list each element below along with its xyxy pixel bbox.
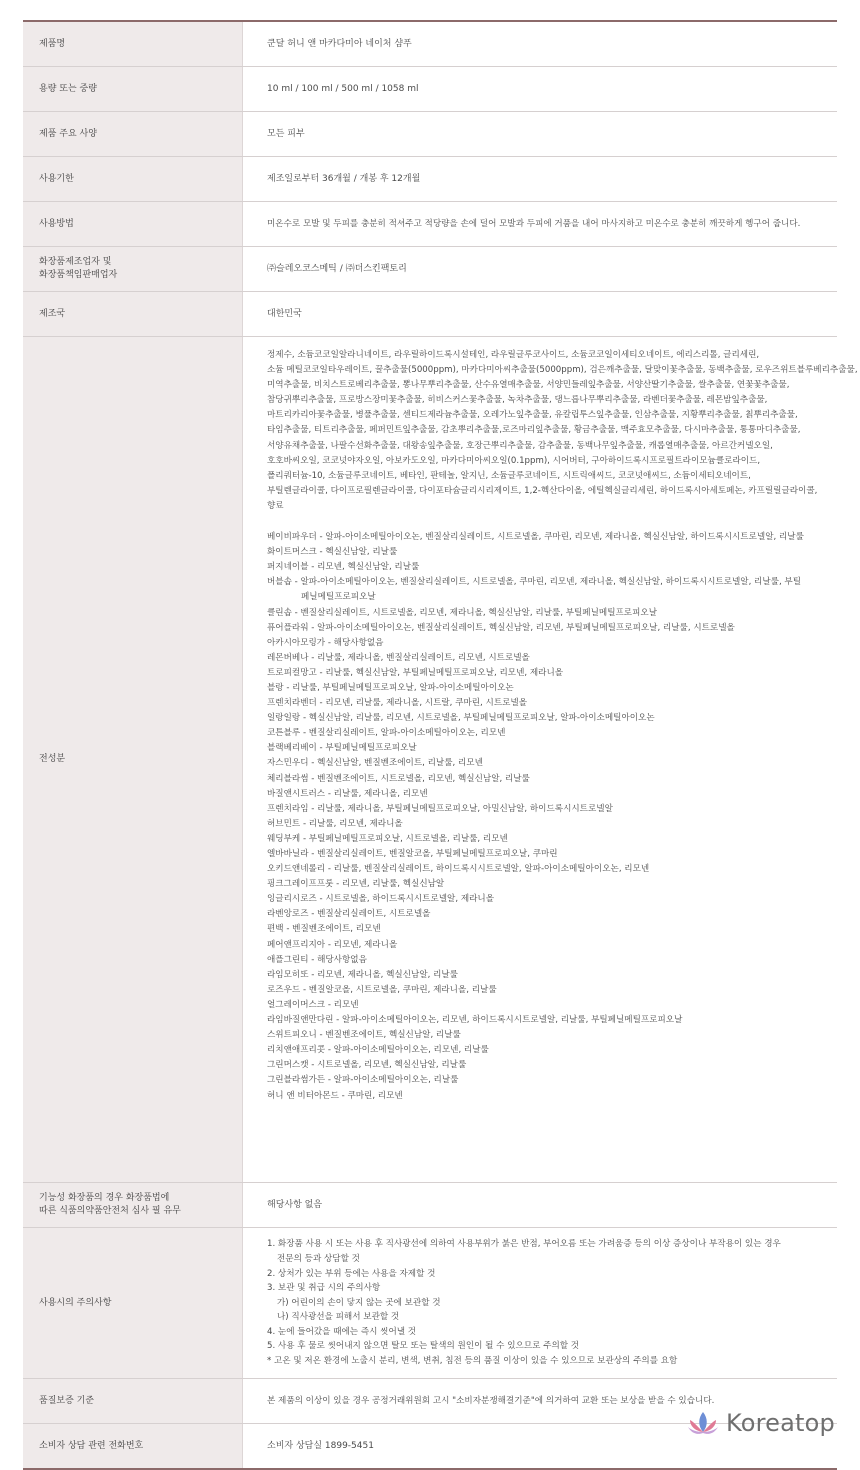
- fragrance-line: 라임바질앤만다린 - 알파-아이소메틸아이오논, 리모넨, 하이드록시시트로넬알, 리날룰, 부틸페닐메틸프로피오날: [267, 1015, 683, 1026]
- row-ingredients: [23, 337, 837, 1183]
- fragrance-line: 스위트피오니 - 벤질벤조에이트, 헥실신남알, 리날룰: [267, 1030, 461, 1041]
- label-quality: 품질보증 기준: [23, 1379, 243, 1424]
- fragrance-line: 페닐메틸프로피오날: [301, 592, 376, 603]
- caution-line: 나) 직사광선을 피해서 보관할 것: [277, 1312, 400, 1323]
- fragrance-line: 블랙베리베이 - 부틸페닐메틸프로피오날: [267, 743, 417, 754]
- fragrance-line: 클린솝 - 벤질살리실레이트, 시트로넬올, 리모넨, 제라니올, 헥실신남알, 리날룰, 부틸페닐메틸프로피오날: [267, 607, 658, 618]
- ingredient-line: 미역추출물, 비치스트로베리추출물, 뽕나무뿌리추출물, 산수유열매추출물, 서양민들레잎추출물, 서양산딸기추출물, 쌀추출물, 연꽃꽃추출물,: [267, 380, 790, 391]
- ingredient-line: 향료: [267, 500, 284, 511]
- fragrance-line: 허니 앤 비터아몬드 - 쿠마린, 리모넨: [267, 1090, 403, 1101]
- caution-list: [267, 1237, 827, 1368]
- value-caution: [243, 1228, 838, 1379]
- fragrance-line: 코튼블루 - 벤질살리실레이트, 알파-아이소메틸아이오논, 리모넨: [267, 728, 506, 739]
- ingredient-line: 호호바씨오일, 코코넛야자오일, 아보카도오일, 마카다미아씨오일(0.1ppm), 시어버터, 구아하이드록시프로필트라이모늄클로라이드,: [267, 455, 761, 466]
- row-expiry: [23, 157, 837, 202]
- label-functional-line2: 따른 식품의약품안전처 심사 필 유무: [39, 1206, 181, 1216]
- fragrance-line: 일랑일랑 - 헥실신남알, 리날룰, 리모넨, 시트로넬올, 부틸페닐메틸프로피오날, 알파-아이소메틸아이오논: [267, 713, 655, 724]
- fragrance-line: 블랑 - 리날룰, 부틸페닐메틸프로피오날, 알파-아이소메틸아이오논: [267, 682, 514, 693]
- ingredient-line: 정제수, 소듐코코일알라니네이트, 라우릴하이드록시설테인, 라우릴글루코사이드, 소듐코코일이세티오네이트, 에리스리톨, 글리세린,: [267, 350, 760, 360]
- ingredient-line: 소듐 메틸코코일타우레이트, 꿀추출물(5000ppm), 마카다미아씨추출물(5000ppm), 검은깨추출물, 달맞이꽃추출물, 동백추출물, 로우즈위트블루베리추출물,: [267, 365, 858, 376]
- ingredient-gap: [267, 514, 827, 530]
- ingredient-line: 참당귀뿌리추출물, 프로방스장미꽃추출물, 히비스커스꽃추출물, 녹차추출물, 댕느릅나무뿌리추출물, 라벤더꽃추출물, 레몬밤잎추출물,: [267, 395, 768, 406]
- fragrance-line: 퍼지네이블 - 리모넨, 헥실신남알, 리날룰: [267, 562, 420, 573]
- fragrance-line: 체리블라썸 - 벤질벤조에이트, 시트로넬올, 리모넨, 헥실신남알, 리날룰: [267, 773, 530, 784]
- fragrance-line: 프렌치라임 - 리날룰, 제라니올, 부틸페닐메틸프로피오날, 아밀신남알, 하이드록시시트로넬알: [267, 803, 613, 814]
- logo-text: Koreatop: [726, 1409, 835, 1437]
- label-ingredients: 전성분: [23, 337, 243, 1183]
- value-country: 대한민국: [243, 292, 838, 337]
- caution-line: 4. 눈에 들어갔을 때에는 즉시 씻어낼 것: [267, 1326, 417, 1337]
- row-manufacturer: [23, 247, 837, 292]
- fragrance-line: 애플그린티 - 해당사항없음: [267, 954, 367, 965]
- ingredient-line: 마트리카리아꽃추출물, 병풀추출물, 센티드제라늄추출물, 오레가노잎추출물, 유칼립투스잎추출물, 인삼추출물, 지황뿌리추출물, 칡뿌리추출물,: [267, 410, 798, 421]
- product-info-table: [23, 20, 858, 1470]
- row-caution: [23, 1228, 837, 1379]
- fragrance-line: 라벤앙로즈 - 벤질살리실레이트, 시트로넬올: [267, 909, 431, 920]
- fragrance-line: 라임모히또 - 리모넨, 제라니올, 헥실신남알, 리날룰: [267, 969, 458, 980]
- fragrance-line: 바질앤시트러스 - 리날룰, 제라니올, 리모넨: [267, 788, 428, 799]
- caution-line: 가) 어린이의 손이 닿지 않는 곳에 보관할 것: [277, 1297, 441, 1308]
- fragrance-line: 웨딩부케 - 부틸페닐메틸프로피오날, 시트로넬올, 리날룰, 리모넨: [267, 833, 508, 844]
- fragrance-line: 오키드앤네롤리 - 리날룰, 벤질살리실레이트, 하이드록시시트로넬알, 알파-아이소메틸아이오논, 리모넨: [267, 864, 650, 875]
- fragrance-allergen-list: [267, 530, 827, 1104]
- value-contact: 소비자 상담실 1899-5451: [267, 1440, 374, 1451]
- value-product-name: 쿤달 허니 앤 마카다미아 네이처 샴푸: [243, 21, 838, 67]
- fragrance-line: 레몬버베나 - 리날룰, 제라니올, 벤질살리실레이트, 리모넨, 시트로넬올: [267, 652, 530, 663]
- caution-line: * 고온 및 저온 환경에 노출시 분리, 변색, 변취, 침전 등의 품질 이상이 있을 수 있으므로 보관상의 주의를 요함: [267, 1356, 678, 1367]
- label-product-name: 제품명: [23, 21, 243, 67]
- label-functional-line1: 기능성 화장품의 경우 화장품법에: [39, 1193, 170, 1203]
- fragrance-line: 그린머스캣 - 시트로넬올, 리모넨, 헥실신남알, 리날룰: [267, 1060, 467, 1071]
- label-skin-type: 제품 주요 사양: [23, 112, 243, 157]
- caution-line: 5. 사용 후 물로 씻어내지 않으면 탈모 또는 탈색의 원인이 될 수 있으므로 주의할 것: [267, 1341, 580, 1352]
- label-contact: 소비자 상담 관련 전화번호: [23, 1424, 243, 1470]
- fragrance-line: 화이트머스크 - 헥실신남알, 리날룰: [267, 547, 398, 558]
- label-functional: [23, 1183, 243, 1228]
- ingredient-line: 부틸렌글라이콜, 다이프로필렌글라이콜, 다이포타슘글리시리제이트, 1,2-헥산다이올, 에틸헥실글리세린, 하이드록시아세토페논, 카프릴릴글라이콜,: [267, 485, 818, 496]
- value-quality: 본 제품의 이상이 있을 경우 공정거래위원회 고시 "소비자분쟁해결기준"에 의거하여 교환 또는 보상을 받을 수 있습니다.: [243, 1379, 838, 1424]
- row-product-name: [23, 21, 837, 67]
- caution-line: 전문의 등과 상담할 것: [277, 1253, 360, 1264]
- label-country: 제조국: [23, 292, 243, 337]
- ingredient-line: 폴리쿼터늄-10, 소듐글루코네이트, 베타인, 판테놀, 알지닌, 소듐글루코네이트, 시트릭애씨드, 코코넛애씨드, 소듐이세티오네이트,: [267, 470, 751, 481]
- label-caution: 사용시의 주의사항: [23, 1228, 243, 1379]
- value-manufacturer: ㈜슬레오코스메틱 / ㈜더스킨팩토리: [243, 247, 838, 292]
- fragrance-line: 잉글리시로즈 - 시트로넬올, 하이드록시시트로넬알, 제라니올: [267, 894, 495, 905]
- ingredient-line: 타임추출물, 티트리추출물, 페퍼민트잎추출물, 감초뿌리추출물,로즈마리잎추출물, 황금추출물, 맥주효모추출물, 다시마추출물, 통통마디추출물,: [267, 425, 801, 436]
- label-manufacturer: [23, 247, 243, 292]
- ingredient-line: 서양유채추출물, 나팔수선화추출물, 대왕송잎추출물, 호장근뿌리추출물, 감추출물, 동백나무잎추출물, 캐롭열매추출물, 아르간커넬오일,: [267, 440, 773, 451]
- fragrance-line: 페어앤프리지아 - 리모넨, 제라니올: [267, 939, 398, 950]
- row-volume: [23, 67, 837, 112]
- label-expiry: 사용기한: [23, 157, 243, 202]
- caution-line: 1. 화장품 사용 시 또는 사용 후 직사광선에 의하여 사용부위가 붉은 반점, 부어오름 또는 가려움증 등의 이상 증상이나 부작용이 있는 경우: [267, 1239, 781, 1250]
- fragrance-line: 아카시아모링가 - 해당사항없음: [267, 637, 384, 648]
- fragrance-line: 프렌치라벤더 - 리모넨, 리날룰, 제라니올, 시트랄, 쿠마린, 시트로넬올: [267, 698, 528, 709]
- fragrance-line: 편백 - 벤질벤조에이트, 리모넨: [267, 924, 381, 935]
- fragrance-line: 허브민트 - 리날룰, 리모넨, 제라니올: [267, 818, 403, 829]
- value-usage: 미온수로 모발 및 두피를 충분히 적셔주고 적당량을 손에 덜어 모발과 두피에 거품을 내어 마사지하고 미온수로 충분히 깨끗하게 헹구어 줍니다.: [243, 202, 838, 247]
- label-usage: 사용방법: [23, 202, 243, 247]
- fragrance-line: 리치앤애프리콧 - 알파-아이소메틸아이오논, 리모넨, 리날룰: [267, 1045, 489, 1056]
- caution-line: 3. 보관 및 취급 시의 주의사항: [267, 1283, 381, 1294]
- row-country: [23, 292, 837, 337]
- row-skin-type: [23, 112, 837, 157]
- value-volume: 10 ml / 100 ml / 500 ml / 1058 ml: [243, 67, 838, 112]
- fragrance-line: 로즈우드 - 벤질알코올, 시트로넬올, 쿠마린, 제라니올, 리날룰: [267, 984, 497, 995]
- label-manufacturer-line2: 화장품책임판매업자: [39, 270, 118, 280]
- fragrance-line: 베이비파우더 - 알파-아이소메틸아이오논, 벤질살리실레이트, 시트로넬올, 쿠마린, 리모넨, 제라니올, 헥실신남알, 하이드록시시트로넬알, 리날룰: [267, 532, 804, 543]
- lotus-icon: [686, 1408, 720, 1438]
- ingredient-base-list: [267, 348, 858, 514]
- fragrance-line: 자스민우디 - 헥실신남알, 벤질벤조에이트, 리날룰, 리모넨: [267, 758, 483, 769]
- fragrance-line: 퓨어플라워 - 알파-아이소메틸아이오논, 벤질살리실레이트, 헥실신남알, 리모넨, 부틸페닐메틸프로피오날, 리날룰, 시트로넬올: [267, 622, 735, 633]
- caution-line: 2. 상처가 있는 부위 등에는 사용을 자제할 것: [267, 1268, 436, 1279]
- koreatop-logo: [686, 1406, 856, 1440]
- value-skin-type: 모든 피부: [243, 112, 838, 157]
- label-volume: 용량 또는 중량: [23, 67, 243, 112]
- fragrance-line: 핑크그레이프프룻 - 리모넨, 리날룰, 헥실신남알: [267, 879, 445, 890]
- fragrance-line: 버블솝 - 알파-아이소메틸아이오논, 벤질살리실레이트, 시트로넬올, 쿠마린, 리모넨, 제라니올, 헥실신남알, 하이드록시시트로넬알, 리날룰, 부틸: [267, 577, 802, 588]
- fragrance-line: 그린블라썸가든 - 알파-아이소메틸아이오논, 리날룰: [267, 1075, 459, 1086]
- row-functional: [23, 1183, 837, 1228]
- fragrance-line: 트로피컬망고 - 리날룰, 헥실신남알, 부틸페닐메틸프로피오날, 리모넨, 제라니올: [267, 667, 564, 678]
- value-functional: 해당사항 없음: [243, 1183, 838, 1228]
- value-ingredients: [243, 337, 858, 1183]
- label-manufacturer-line1: 화장품제조업자 및: [39, 257, 112, 267]
- fragrance-line: 얼그레이머스크 - 리모넨: [267, 999, 359, 1010]
- fragrance-line: 엘바바닐라 - 벤질살리실레이트, 벤질알코올, 부틸페닐메틸프로피오날, 쿠마린: [267, 849, 558, 859]
- value-expiry: 제조일로부터 36개월 / 개봉 후 12개월: [243, 157, 838, 202]
- row-usage: [23, 202, 837, 247]
